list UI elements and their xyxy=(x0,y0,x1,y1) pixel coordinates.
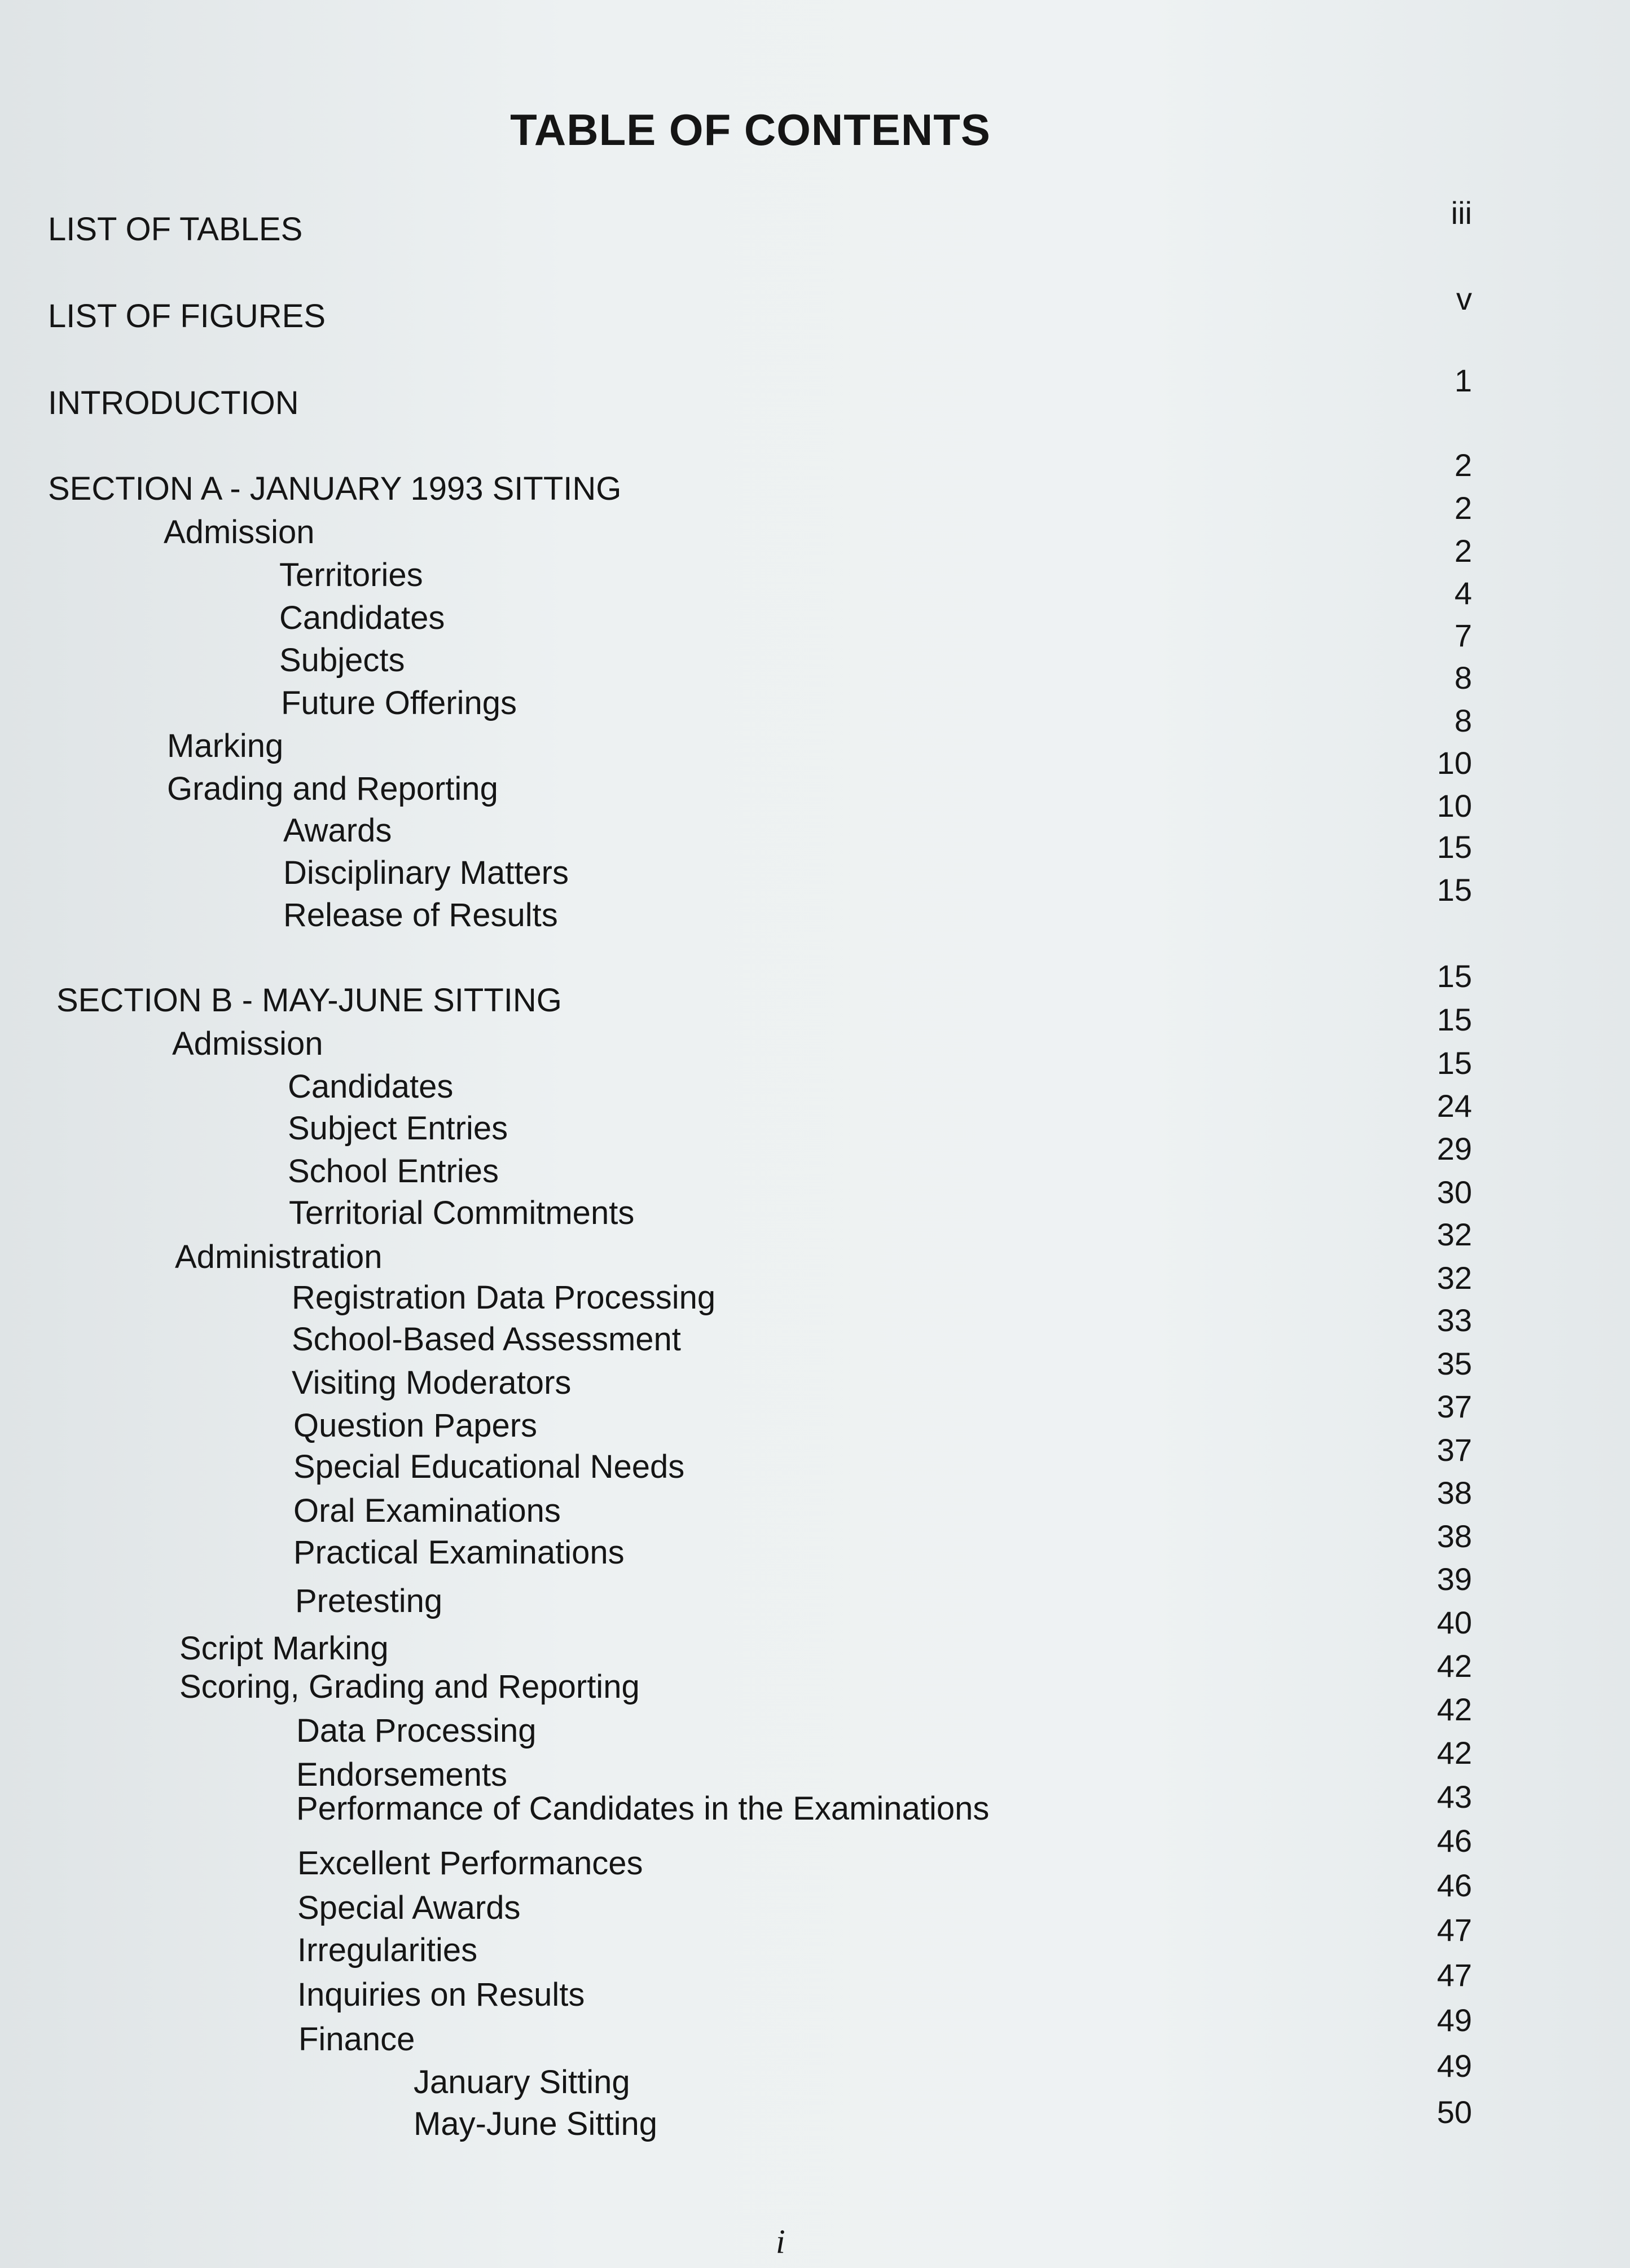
page-number: 39 xyxy=(1436,1561,1472,1597)
page-number: 42 xyxy=(1436,1648,1472,1684)
page-number: 24 xyxy=(1436,1088,1472,1124)
toc-entry: Subject Entries xyxy=(288,1110,508,1147)
toc-entry: Territorial Commitments xyxy=(289,1195,635,1231)
page-footer-number: i xyxy=(776,2223,785,2260)
page-number: 4 xyxy=(1454,575,1472,611)
toc-entry: January Sitting xyxy=(414,2064,630,2100)
page-number: 15 xyxy=(1436,958,1472,994)
page-number: 1 xyxy=(1454,363,1472,398)
page-number: 7 xyxy=(1454,618,1472,653)
toc-entry: Irregularities xyxy=(297,1932,478,1968)
page-number: 46 xyxy=(1436,1823,1472,1859)
page-title: TABLE OF CONTENTS xyxy=(510,105,991,155)
toc-entry: Practical Examinations xyxy=(293,1534,625,1571)
page-number: 40 xyxy=(1436,1605,1472,1640)
page-number: v xyxy=(1456,281,1472,316)
toc-entry: Release of Results xyxy=(283,897,558,933)
page-number: 35 xyxy=(1436,1346,1472,1381)
toc-entry: Disciplinary Matters xyxy=(283,855,569,891)
toc-entry: Marking xyxy=(167,728,284,764)
toc-entry: Inquiries on Results xyxy=(297,1976,585,2013)
page-number: 2 xyxy=(1454,533,1472,569)
page-number: iii xyxy=(1451,195,1472,231)
page-number: 49 xyxy=(1436,2048,1472,2084)
page-number: 29 xyxy=(1436,1131,1472,1166)
toc-entry: Awards xyxy=(283,812,392,849)
toc-entry: School-Based Assessment xyxy=(292,1321,681,1358)
toc-entry: Endorsements xyxy=(296,1756,507,1793)
toc-entry: Candidates xyxy=(288,1068,454,1105)
toc-entry: Performance of Candidates in the Examinations xyxy=(296,1790,990,1827)
toc-entry: Administration xyxy=(175,1239,383,1275)
page-number: 32 xyxy=(1436,1260,1472,1296)
toc-entry: LIST OF FIGURES xyxy=(48,298,326,334)
page-number: 30 xyxy=(1436,1174,1472,1210)
toc-entry: Data Processing xyxy=(296,1712,537,1749)
toc-entry: Visiting Moderators xyxy=(292,1364,572,1401)
page-number: 15 xyxy=(1436,1045,1472,1081)
page-number: 2 xyxy=(1454,490,1472,526)
toc-entry: Oral Examinations xyxy=(293,1492,561,1529)
toc-entry: May-June Sitting xyxy=(414,2106,657,2142)
toc-entry: Script Marking xyxy=(179,1630,389,1667)
toc-entry: Territories xyxy=(279,557,423,593)
page-number: 2 xyxy=(1454,447,1472,483)
toc-entry: Admission xyxy=(164,514,315,551)
page-number: 42 xyxy=(1436,1692,1472,1727)
toc-entry: Finance xyxy=(298,2021,415,2058)
page-number: 37 xyxy=(1436,1389,1472,1424)
page-number: 47 xyxy=(1436,1912,1472,1948)
page-number: 10 xyxy=(1436,788,1472,823)
toc-entry: Question Papers xyxy=(293,1407,538,1444)
page-number: 47 xyxy=(1436,1957,1472,1993)
toc-entry: Special Educational Needs xyxy=(293,1448,685,1485)
page-number: 8 xyxy=(1454,660,1472,695)
page-number: 38 xyxy=(1436,1518,1472,1554)
page-number: 15 xyxy=(1436,872,1472,908)
toc-entry: LIST OF TABLES xyxy=(48,211,303,248)
toc-entry: Subjects xyxy=(279,642,405,679)
toc-entry: Future Offerings xyxy=(281,685,517,721)
page-number: 15 xyxy=(1436,829,1472,865)
toc-entry: Registration Data Processing xyxy=(292,1279,716,1316)
toc-section-heading: SECTION A - JANUARY 1993 SITTING xyxy=(48,470,622,507)
page-number: 32 xyxy=(1436,1217,1472,1252)
toc-entry: Grading and Reporting xyxy=(167,770,498,807)
page-number: 15 xyxy=(1436,1002,1472,1037)
toc-entry: School Entries xyxy=(288,1153,499,1190)
toc-entry: Special Awards xyxy=(297,1890,521,1926)
page-number: 10 xyxy=(1436,745,1472,781)
page-number: 43 xyxy=(1436,1779,1472,1815)
page-number: 50 xyxy=(1436,2094,1472,2130)
toc-entry: Scoring, Grading and Reporting xyxy=(179,1668,640,1705)
toc-entry: Candidates xyxy=(279,600,445,636)
page-number: 42 xyxy=(1436,1735,1472,1771)
toc-section-heading: SECTION B - MAY-JUNE SITTING xyxy=(56,982,562,1019)
toc-entry: Admission xyxy=(172,1025,323,1062)
toc-entry: INTRODUCTION xyxy=(48,385,299,421)
page-number: 49 xyxy=(1436,2002,1472,2038)
page-number: 33 xyxy=(1436,1302,1472,1338)
page-number: 37 xyxy=(1436,1432,1472,1468)
toc-entry: Pretesting xyxy=(295,1583,443,1619)
toc-entry: Excellent Performances xyxy=(297,1845,643,1882)
page-number: 46 xyxy=(1436,1868,1472,1903)
page-number: 38 xyxy=(1436,1475,1472,1510)
page-number: 8 xyxy=(1454,703,1472,738)
